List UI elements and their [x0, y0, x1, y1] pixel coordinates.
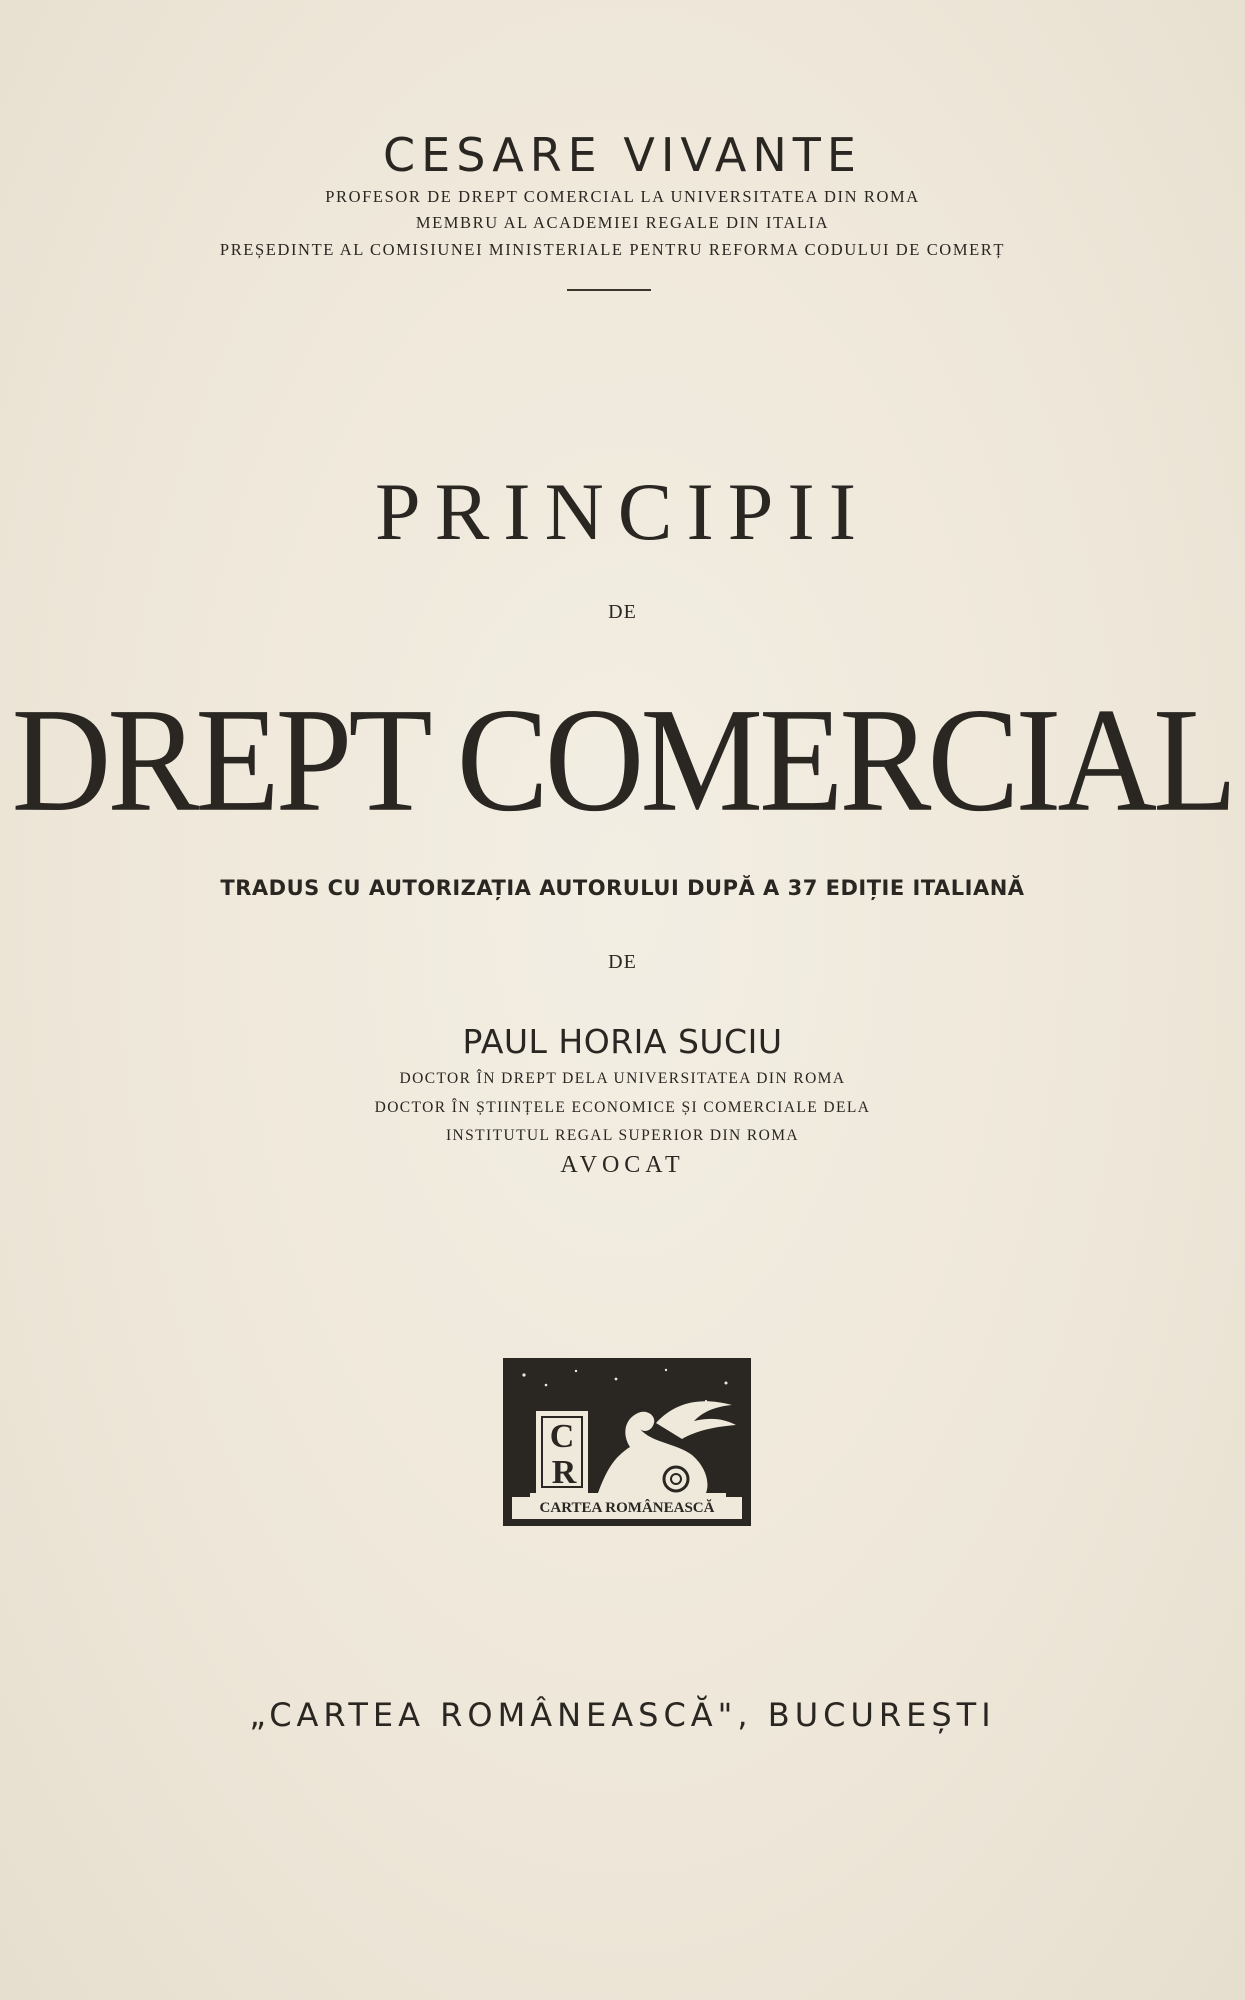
author-affiliation-1: PROFESOR DE DREPT COMERCIAL LA UNIVERSITATEA DIN ROMA	[325, 187, 920, 206]
translator-profession: AVOCAT	[560, 1152, 685, 1178]
title-connector: DE	[608, 601, 637, 623]
svg-text:C: C	[549, 1418, 575, 1455]
publisher-logo-text: CARTEA ROMÂNEASCĂ	[512, 1497, 742, 1519]
translator-connector: DE	[608, 951, 637, 973]
divider-rule	[567, 289, 651, 291]
translator-name: PAUL HORIA SUCIU	[462, 1022, 783, 1061]
title-word: PRINCIPII	[374, 466, 871, 557]
publisher-logo	[503, 1358, 751, 1526]
svg-text:R: R	[551, 1454, 577, 1491]
author-affiliation-2: MEMBRU AL ACADEMIEI REGALE DIN ITALIA	[415, 213, 830, 232]
publisher-imprint: „CARTEA ROMÂNEASCĂ", BUCUREȘTI	[249, 1696, 996, 1734]
translation-note: TRADUS CU AUTORIZAȚIA AUTORULUI DUPĂ A 37 EDIȚIE ITALIANĂ	[220, 876, 1025, 900]
main-title: DREPT COMERCIAL	[11, 676, 1234, 843]
author-name: CESARE VIVANTE	[383, 128, 862, 182]
author-affiliation-3: PREȘEDINTE AL COMISIUNEI MINISTERIALE PENTRU REFORMA CODULUI DE COMERȚ	[219, 240, 1006, 259]
translator-credential-2: DOCTOR ÎN ȘTIINȚELE ECONOMICE ȘI COMERCIALE DELA	[374, 1099, 871, 1116]
translator-credential-1: DOCTOR ÎN DREPT DELA UNIVERSITATEA DIN ROMA	[399, 1070, 846, 1087]
translator-credential-3: INSTITUTUL REGAL SUPERIOR DIN ROMA	[446, 1127, 799, 1144]
